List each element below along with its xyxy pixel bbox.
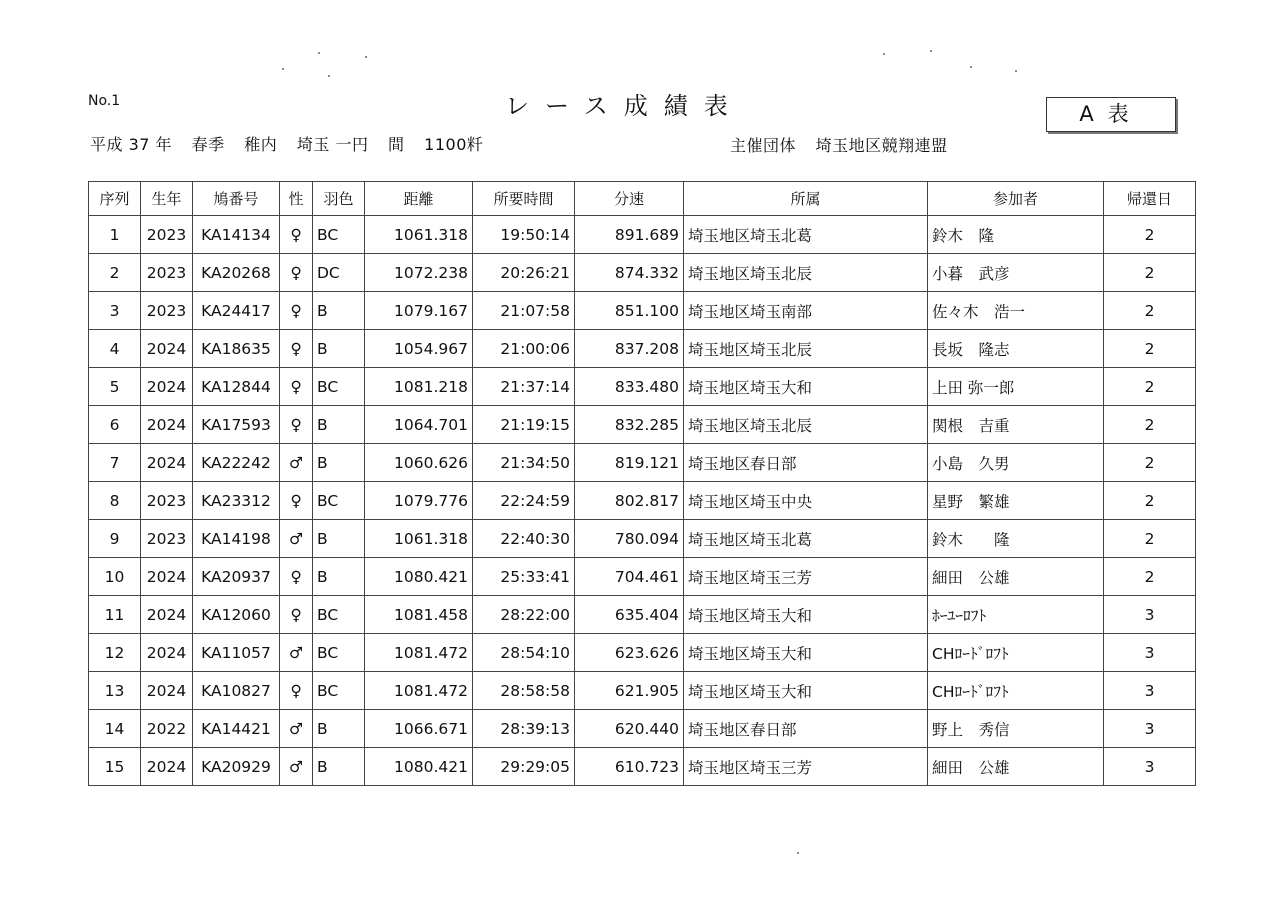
cell-speed: 874.332 — [575, 254, 684, 292]
cell-sex: ♂ — [280, 444, 313, 482]
cell-return-day: 2 — [1104, 482, 1196, 520]
cell-distance: 1060.626 — [365, 444, 473, 482]
cell-affiliation: 埼玉地区埼玉北辰 — [684, 254, 928, 292]
cell-birth-year: 2023 — [141, 482, 193, 520]
table-row — [89, 710, 1196, 748]
cell-flight-time: 25:33:41 — [473, 558, 575, 596]
cell-sex: ♂ — [280, 520, 313, 558]
cell-birth-year: 2023 — [141, 520, 193, 558]
cell-color: BC — [313, 596, 365, 634]
cell-birth-year: 2024 — [141, 444, 193, 482]
cell-rank: 12 — [89, 634, 141, 672]
cell-flight-time: 28:39:13 — [473, 710, 575, 748]
scan-speck — [797, 852, 799, 854]
cell-color: B — [313, 748, 365, 786]
cell-rank: 3 — [89, 292, 141, 330]
cell-participant: 上田 弥一郎 — [928, 368, 1104, 406]
cell-flight-time: 21:07:58 — [473, 292, 575, 330]
cell-rank: 9 — [89, 520, 141, 558]
cell-participant: CHﾛｰﾄﾞﾛﾌﾄ — [928, 634, 1104, 672]
table-row — [89, 330, 1196, 368]
organizer-info — [730, 133, 962, 156]
cell-ring-number: KA11057 — [193, 634, 280, 672]
table-row — [89, 596, 1196, 634]
cell-rank: 5 — [89, 368, 141, 406]
cell-return-day: 2 — [1104, 292, 1196, 330]
cell-color: B — [313, 444, 365, 482]
cell-ring-number: KA10827 — [193, 672, 280, 710]
cell-color: B — [313, 292, 365, 330]
cell-distance: 1081.472 — [365, 634, 473, 672]
cell-flight-time: 21:19:15 — [473, 406, 575, 444]
cell-rank: 1 — [89, 216, 141, 254]
scan-speck — [328, 75, 330, 77]
cell-color: BC — [313, 368, 365, 406]
col-affiliation: 所属 — [684, 182, 928, 216]
cell-rank: 8 — [89, 482, 141, 520]
cell-flight-time: 28:58:58 — [473, 672, 575, 710]
cell-birth-year: 2024 — [141, 672, 193, 710]
cell-return-day: 2 — [1104, 558, 1196, 596]
cell-distance: 1079.776 — [365, 482, 473, 520]
cell-ring-number: KA14421 — [193, 710, 280, 748]
cell-participant: 小島 久男 — [928, 444, 1104, 482]
cell-participant: 関根 吉重 — [928, 406, 1104, 444]
cell-color: B — [313, 520, 365, 558]
results-body — [89, 216, 1196, 786]
col-speed: 分速 — [575, 182, 684, 216]
cell-speed: 780.094 — [575, 520, 684, 558]
cell-rank: 7 — [89, 444, 141, 482]
cell-sex: ♂ — [280, 748, 313, 786]
cell-participant: 野上 秀信 — [928, 710, 1104, 748]
table-row — [89, 406, 1196, 444]
table-row — [89, 254, 1196, 292]
cell-sex: ♀ — [280, 330, 313, 368]
cell-participant: 長坂 隆志 — [928, 330, 1104, 368]
cell-speed: 832.285 — [575, 406, 684, 444]
cell-flight-time: 21:37:14 — [473, 368, 575, 406]
cell-participant: ﾎｰﾕｰﾛﾌﾄ — [928, 596, 1104, 634]
scan-speck — [1015, 70, 1017, 72]
cell-ring-number: KA14198 — [193, 520, 280, 558]
cell-affiliation: 埼玉地区春日部 — [684, 710, 928, 748]
cell-sex: ♂ — [280, 710, 313, 748]
cell-affiliation: 埼玉地区埼玉三芳 — [684, 748, 928, 786]
cell-color: B — [313, 558, 365, 596]
cell-rank: 11 — [89, 596, 141, 634]
scan-speck — [930, 50, 932, 52]
col-participant: 参加者 — [928, 182, 1104, 216]
cell-sex: ♀ — [280, 672, 313, 710]
cell-ring-number: KA12060 — [193, 596, 280, 634]
col-sex: 性 — [280, 182, 313, 216]
cell-return-day: 2 — [1104, 330, 1196, 368]
cell-flight-time: 21:00:06 — [473, 330, 575, 368]
cell-flight-time: 21:34:50 — [473, 444, 575, 482]
cell-ring-number: KA14134 — [193, 216, 280, 254]
cell-distance: 1054.967 — [365, 330, 473, 368]
cell-return-day: 2 — [1104, 254, 1196, 292]
cell-color: BC — [313, 672, 365, 710]
cell-color: DC — [313, 254, 365, 292]
table-row — [89, 368, 1196, 406]
cell-rank: 15 — [89, 748, 141, 786]
cell-distance: 1081.472 — [365, 672, 473, 710]
scan-speck — [883, 53, 885, 55]
cell-ring-number: KA24417 — [193, 292, 280, 330]
cell-birth-year: 2024 — [141, 330, 193, 368]
page-title: レース成績表 — [505, 92, 744, 120]
cell-speed: 620.440 — [575, 710, 684, 748]
cell-participant: 小暮 武彦 — [928, 254, 1104, 292]
cell-sex: ♀ — [280, 482, 313, 520]
table-row — [89, 748, 1196, 786]
cell-affiliation: 埼玉地区埼玉北辰 — [684, 406, 928, 444]
cell-distance: 1081.218 — [365, 368, 473, 406]
cell-birth-year: 2023 — [141, 216, 193, 254]
cell-participant: 細田 公雄 — [928, 558, 1104, 596]
cell-flight-time: 19:50:14 — [473, 216, 575, 254]
scan-speck — [365, 56, 367, 58]
cell-speed: 833.480 — [575, 368, 684, 406]
cell-sex: ♀ — [280, 292, 313, 330]
cell-color: BC — [313, 634, 365, 672]
cell-affiliation: 埼玉地区埼玉中央 — [684, 482, 928, 520]
cell-flight-time: 28:22:00 — [473, 596, 575, 634]
cell-return-day: 3 — [1104, 710, 1196, 748]
cell-birth-year: 2024 — [141, 406, 193, 444]
cell-distance: 1079.167 — [365, 292, 473, 330]
race-release-point: 稚内 — [244, 135, 278, 154]
col-distance: 距離 — [365, 182, 473, 216]
cell-ring-number: KA20937 — [193, 558, 280, 596]
organizer-label: 主催団体 — [730, 136, 797, 155]
cell-participant: 星野 繁雄 — [928, 482, 1104, 520]
cell-affiliation: 埼玉地区埼玉北葛 — [684, 216, 928, 254]
cell-distance: 1080.421 — [365, 558, 473, 596]
cell-ring-number: KA12844 — [193, 368, 280, 406]
table-header-row — [89, 182, 1196, 216]
cell-participant: 鈴木 隆 — [928, 520, 1104, 558]
cell-rank: 2 — [89, 254, 141, 292]
cell-return-day: 2 — [1104, 406, 1196, 444]
cell-ring-number: KA22242 — [193, 444, 280, 482]
cell-birth-year: 2024 — [141, 634, 193, 672]
cell-speed: 623.626 — [575, 634, 684, 672]
cell-rank: 13 — [89, 672, 141, 710]
cell-distance: 1061.318 — [365, 520, 473, 558]
col-return-day: 帰還日 — [1104, 182, 1196, 216]
race-info — [90, 132, 497, 155]
cell-color: BC — [313, 216, 365, 254]
table-row — [89, 216, 1196, 254]
cell-affiliation: 埼玉地区埼玉大和 — [684, 596, 928, 634]
cell-ring-number: KA23312 — [193, 482, 280, 520]
cell-birth-year: 2024 — [141, 596, 193, 634]
col-color: 羽色 — [313, 182, 365, 216]
cell-rank: 6 — [89, 406, 141, 444]
cell-distance: 1064.701 — [365, 406, 473, 444]
cell-speed: 704.461 — [575, 558, 684, 596]
race-region: 埼玉 一円 — [296, 135, 369, 154]
cell-sex: ♀ — [280, 406, 313, 444]
cell-affiliation: 埼玉地区埼玉北葛 — [684, 520, 928, 558]
cell-participant: CHﾛｰﾄﾞﾛﾌﾄ — [928, 672, 1104, 710]
cell-distance: 1061.318 — [365, 216, 473, 254]
cell-sex: ♀ — [280, 254, 313, 292]
cell-speed: 891.689 — [575, 216, 684, 254]
cell-color: B — [313, 330, 365, 368]
cell-distance: 1072.238 — [365, 254, 473, 292]
cell-color: BC — [313, 482, 365, 520]
table-row — [89, 558, 1196, 596]
cell-return-day: 3 — [1104, 596, 1196, 634]
race-year: 平成 37 年 — [90, 135, 173, 154]
table-row — [89, 444, 1196, 482]
table-row — [89, 520, 1196, 558]
cell-ring-number: KA17593 — [193, 406, 280, 444]
cell-sex: ♀ — [280, 558, 313, 596]
cell-return-day: 2 — [1104, 444, 1196, 482]
cell-speed: 635.404 — [575, 596, 684, 634]
table-row — [89, 482, 1196, 520]
table-row — [89, 292, 1196, 330]
cell-affiliation: 埼玉地区埼玉南部 — [684, 292, 928, 330]
cell-flight-time: 20:26:21 — [473, 254, 575, 292]
cell-speed: 851.100 — [575, 292, 684, 330]
cell-birth-year: 2023 — [141, 292, 193, 330]
scan-speck — [318, 52, 320, 54]
cell-return-day: 2 — [1104, 368, 1196, 406]
cell-ring-number: KA20929 — [193, 748, 280, 786]
cell-speed: 819.121 — [575, 444, 684, 482]
cell-affiliation: 埼玉地区埼玉大和 — [684, 672, 928, 710]
scan-speck — [282, 68, 284, 70]
col-ring-number: 鳩番号 — [193, 182, 280, 216]
cell-participant: 細田 公雄 — [928, 748, 1104, 786]
cell-sex: ♀ — [280, 216, 313, 254]
cell-speed: 802.817 — [575, 482, 684, 520]
cell-speed: 837.208 — [575, 330, 684, 368]
cell-birth-year: 2022 — [141, 710, 193, 748]
cell-rank: 10 — [89, 558, 141, 596]
cell-sex: ♀ — [280, 368, 313, 406]
cell-return-day: 2 — [1104, 520, 1196, 558]
cell-participant: 鈴木 隆 — [928, 216, 1104, 254]
cell-distance: 1081.458 — [365, 596, 473, 634]
cell-return-day: 3 — [1104, 634, 1196, 672]
race-distance: 1100粁 — [424, 135, 484, 154]
cell-participant: 佐々木 浩一 — [928, 292, 1104, 330]
cell-affiliation: 埼玉地区埼玉大和 — [684, 368, 928, 406]
cell-birth-year: 2024 — [141, 558, 193, 596]
cell-distance: 1080.421 — [365, 748, 473, 786]
cell-sex: ♂ — [280, 634, 313, 672]
cell-rank: 14 — [89, 710, 141, 748]
table-label-box: A表 — [1046, 97, 1176, 132]
page-number: No.1 — [88, 93, 121, 109]
cell-distance: 1066.671 — [365, 710, 473, 748]
col-birth-year: 生年 — [141, 182, 193, 216]
cell-return-day: 2 — [1104, 216, 1196, 254]
cell-birth-year: 2024 — [141, 748, 193, 786]
organizer-name: 埼玉地区競翔連盟 — [815, 136, 948, 155]
cell-affiliation: 埼玉地区春日部 — [684, 444, 928, 482]
cell-rank: 4 — [89, 330, 141, 368]
col-rank: 序列 — [89, 182, 141, 216]
cell-sex: ♀ — [280, 596, 313, 634]
results-table — [88, 181, 1196, 786]
cell-ring-number: KA20268 — [193, 254, 280, 292]
table-row — [89, 672, 1196, 710]
cell-affiliation: 埼玉地区埼玉北辰 — [684, 330, 928, 368]
cell-flight-time: 28:54:10 — [473, 634, 575, 672]
cell-speed: 621.905 — [575, 672, 684, 710]
cell-flight-time: 22:40:30 — [473, 520, 575, 558]
cell-affiliation: 埼玉地区埼玉三芳 — [684, 558, 928, 596]
scan-speck — [970, 66, 972, 68]
cell-speed: 610.723 — [575, 748, 684, 786]
cell-return-day: 3 — [1104, 672, 1196, 710]
cell-color: B — [313, 710, 365, 748]
table-row — [89, 634, 1196, 672]
cell-birth-year: 2023 — [141, 254, 193, 292]
cell-color: B — [313, 406, 365, 444]
race-season: 春季 — [191, 135, 225, 154]
cell-birth-year: 2024 — [141, 368, 193, 406]
cell-flight-time: 29:29:05 — [473, 748, 575, 786]
cell-affiliation: 埼玉地区埼玉大和 — [684, 634, 928, 672]
cell-ring-number: KA18635 — [193, 330, 280, 368]
cell-flight-time: 22:24:59 — [473, 482, 575, 520]
cell-return-day: 3 — [1104, 748, 1196, 786]
col-flight-time: 所要時間 — [473, 182, 575, 216]
race-between-label: 間 — [388, 135, 405, 154]
